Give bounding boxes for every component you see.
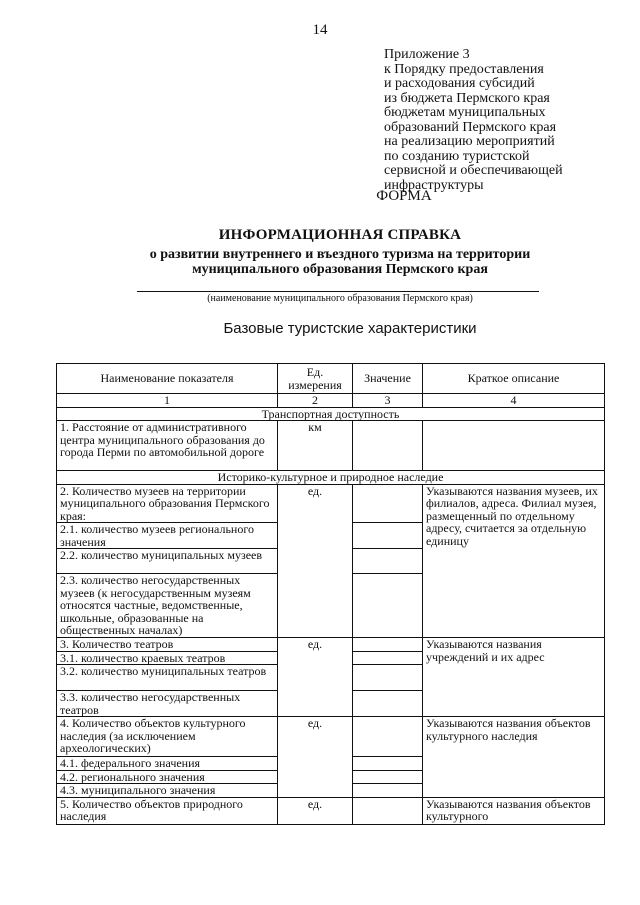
description-cell: Указываются названия объектов культурного наследия [423,717,605,798]
indicator-cell: 3.2. количество муниципальных театров [57,665,278,691]
value-cell[interactable] [353,717,423,757]
unit-cell: ед. [278,484,353,638]
section-row [57,407,605,421]
column-number: 4 [423,394,605,408]
appendix-line: сервисной и обеспечивающей [384,163,563,178]
document-title: ИНФОРМАЦИОННАЯ СПРАВКА [218,227,462,243]
indicator-cell: 3.1. количество краевых театров [57,651,278,665]
header-cell: Ед. измерения [278,364,353,394]
page-number: 14 [312,22,328,38]
indicator-cell: 2.2. количество муниципальных музеев [57,549,278,574]
value-cell[interactable] [353,770,423,784]
appendix-line: на реализацию мероприятий [384,134,555,149]
value-cell[interactable] [353,665,423,691]
appendix-line: и расходования субсидий [384,76,535,91]
subtitle-line: муниципального образования Пермского края [192,261,488,277]
indicator-cell: 4. Количество объектов культурного наследия (за исключением археологических) [57,717,278,757]
value-cell[interactable] [353,549,423,574]
value-cell[interactable] [353,574,423,638]
indicator-cell: 2.1. количество музеев регионального значения [57,523,278,549]
unit-cell: ед. [278,797,353,824]
appendix-line: к Порядку предоставления [384,61,544,77]
value-cell[interactable] [353,757,423,771]
indicators-table [56,363,605,825]
indicator-cell: 4.1. федерального значения [57,757,278,771]
description-cell: Указываются названия учреждений и их адрес [423,638,605,717]
column-number: 2 [278,394,353,408]
appendix-block [384,48,624,193]
form-label: ФОРМА [376,188,432,204]
section-title-transport: Транспортная доступность [57,407,605,421]
table-row [57,638,605,652]
indicator-cell: 5. Количество объектов природного наследия [57,797,278,824]
appendix-line: из бюджета Пермского края [384,90,550,106]
appendix-line: по созданию туристской [384,148,530,164]
column-number: 1 [57,394,278,408]
header-cell: Краткое описание [423,364,605,394]
value-cell[interactable] [353,651,423,665]
value-cell[interactable] [353,484,423,523]
unit-cell: ед. [278,638,353,717]
value-cell[interactable] [353,638,423,652]
indicator-cell: 4.3. муниципального значения [57,784,278,798]
indicator-cell: 3. Количество театров [57,638,278,652]
table-header-row [57,364,605,394]
fill-in-caption: (наименование муниципального образования Пермского края) [207,293,473,304]
indicator-cell: 3.3. количество негосударственных театров [57,691,278,717]
section-title-heritage: Историко-культурное и природное наследие [57,471,605,485]
header-cell: Наименование показателя [57,364,278,394]
subtitle-line: о развитии внутреннего и въездного туризма на территории [149,247,531,262]
indicator-cell: 4.2. регионального значения [57,770,278,784]
table-row [57,421,605,471]
header-cell: Значение [353,364,423,394]
appendix-line: образований Пермского края [384,119,557,135]
indicator-cell: 2. Количество музеев на территории муниципального образования Пермского края: [57,484,278,523]
section-heading: Базовые туристские характеристики [223,320,477,337]
appendix-line: Приложение 3 [384,47,470,62]
document-subtitle [0,248,640,277]
appendix-line: инфраструктуры [384,177,484,193]
indicator-cell: 2.3. количество негосударственных музеев (к негосударственным музеям относятся частные, ведомственные, школьные, образованные на общественных началах) [57,574,278,638]
appendix-line: бюджетам муниципальных [384,105,546,120]
value-cell[interactable] [353,691,423,717]
value-cell[interactable] [353,784,423,798]
indicator-cell: 1. Расстояние от административного центра муниципального образования до города Перми по автомобильной дороге [57,421,278,471]
unit-cell: км [278,421,353,471]
section-row [57,471,605,485]
table-row [57,717,605,757]
table-row [57,797,605,824]
column-number: 3 [353,394,423,408]
description-cell: Указываются названия объектов культурного [423,797,605,824]
table-row [57,484,605,523]
value-cell[interactable] [353,523,423,549]
unit-cell: ед. [278,717,353,798]
column-number-row [57,394,605,408]
description-cell: Указываются названия музеев, их филиалов, адреса. Филиал музея, размещенный по отдельному адресу, считается за отдельную единицу [423,484,605,638]
description-cell[interactable] [423,421,605,471]
fill-in-line[interactable] [137,291,539,292]
value-cell[interactable] [353,797,423,824]
value-cell[interactable] [353,421,423,471]
